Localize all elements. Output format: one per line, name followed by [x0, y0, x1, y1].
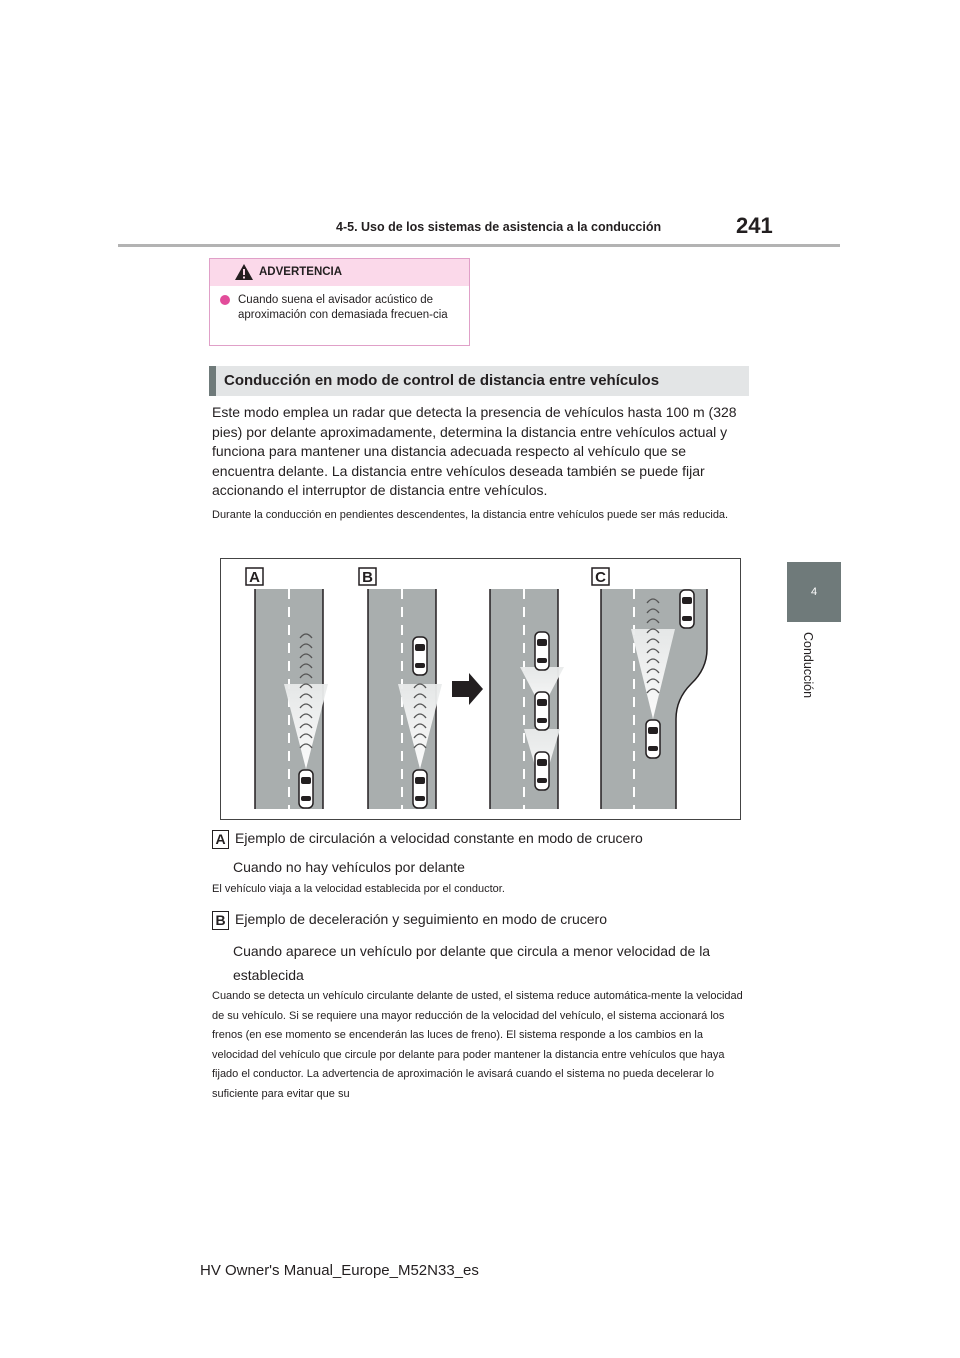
item-a-letter: A — [212, 830, 229, 849]
chapter-tab: 4 — [787, 562, 841, 622]
label-a: A — [249, 569, 260, 586]
section-title: 4-5. Uso de los sistemas de asistencia a la conducción — [336, 220, 662, 234]
item-a-caption — [212, 830, 643, 849]
bullet-icon — [220, 295, 230, 305]
item-a-caption-text: Ejemplo de circulación a velocidad constante en modo de crucero — [235, 830, 643, 847]
middle-car-b2 — [535, 692, 549, 730]
own-car-b — [413, 770, 427, 808]
item-a-subheading: Cuando no hay vehículos por delante — [233, 859, 465, 875]
item-a-body: El vehículo viaja a la velocidad establecida por el conductor. — [212, 883, 505, 895]
own-car-a — [299, 770, 313, 808]
label-c: C — [595, 569, 606, 586]
warning-item-text: Cuando suena el avisador acústico de aproximación con demasiada frecuen-cia — [238, 294, 448, 321]
warning-item — [220, 293, 460, 323]
own-car-b2 — [535, 752, 549, 790]
warning-box — [209, 258, 470, 346]
intro-paragraph: Este modo emplea un radar que detecta la presencia de vehículos hasta 100 m (328 pies) por delante aproximadamente, determina la distancia entre vehículos actual y funciona para mantener una distancia adecuada respecto al vehículo que se encuentra delante. La distancia entre vehículos deseada también se puede fijar accionando el interruptor de distancia entre vehículos. — [212, 404, 737, 498]
item-b-caption — [212, 911, 607, 930]
merging-car-c — [680, 590, 694, 628]
section-heading — [209, 366, 749, 396]
arrow-icon — [452, 673, 483, 705]
note-paragraph: Durante la conducción en pendientes descendentes, la distancia entre vehículos puede ser más reducida. — [212, 509, 729, 521]
own-car-c — [646, 720, 660, 758]
warning-header — [210, 259, 469, 286]
chapter-label-text: Conducción — [801, 632, 815, 699]
lead-car-b2 — [535, 632, 549, 670]
warning-heading: ADVERTENCIA — [259, 266, 343, 278]
header-rule — [118, 244, 840, 247]
item-b-caption-text: Ejemplo de deceleración y seguimiento en modo de crucero — [235, 911, 607, 928]
figure — [220, 558, 741, 820]
section-heading-text: Conducción en modo de control de distancia entre vehículos — [224, 372, 660, 389]
section-heading-bar — [209, 366, 216, 396]
footer-text: HV Owner's Manual_Europe_M52N33_es — [200, 1262, 479, 1279]
label-b: B — [362, 569, 373, 586]
page-number: 241 — [736, 213, 773, 238]
item-b-letter: B — [212, 911, 229, 930]
lead-car-b — [413, 637, 427, 675]
item-b-subheading: Cuando aparece un vehículo por delante que circula a menor velocidad de la establecida — [233, 943, 711, 983]
warning-icon — [234, 263, 254, 281]
chapter-label — [780, 632, 850, 712]
cruise-control-diagram — [221, 559, 740, 819]
item-b-body: Cuando se detecta un vehículo circulante delante de usted, el sistema reduce automática-mente la velocidad de su vehículo. Si se requiere una mayor reducción de la velocidad del vehículo, el sistema accionará los frenos (en ese momento se encenderán las luces de freno). El sistema responde a los cambios en la velocidad del vehículo que circule por delante para poder mantener la distancia entre vehículos que haya fijado el conductor. La advertencia de aproximación le avisará cuando el sistema no pueda decelerar lo suficiente para evitar que su — [212, 990, 743, 1100]
